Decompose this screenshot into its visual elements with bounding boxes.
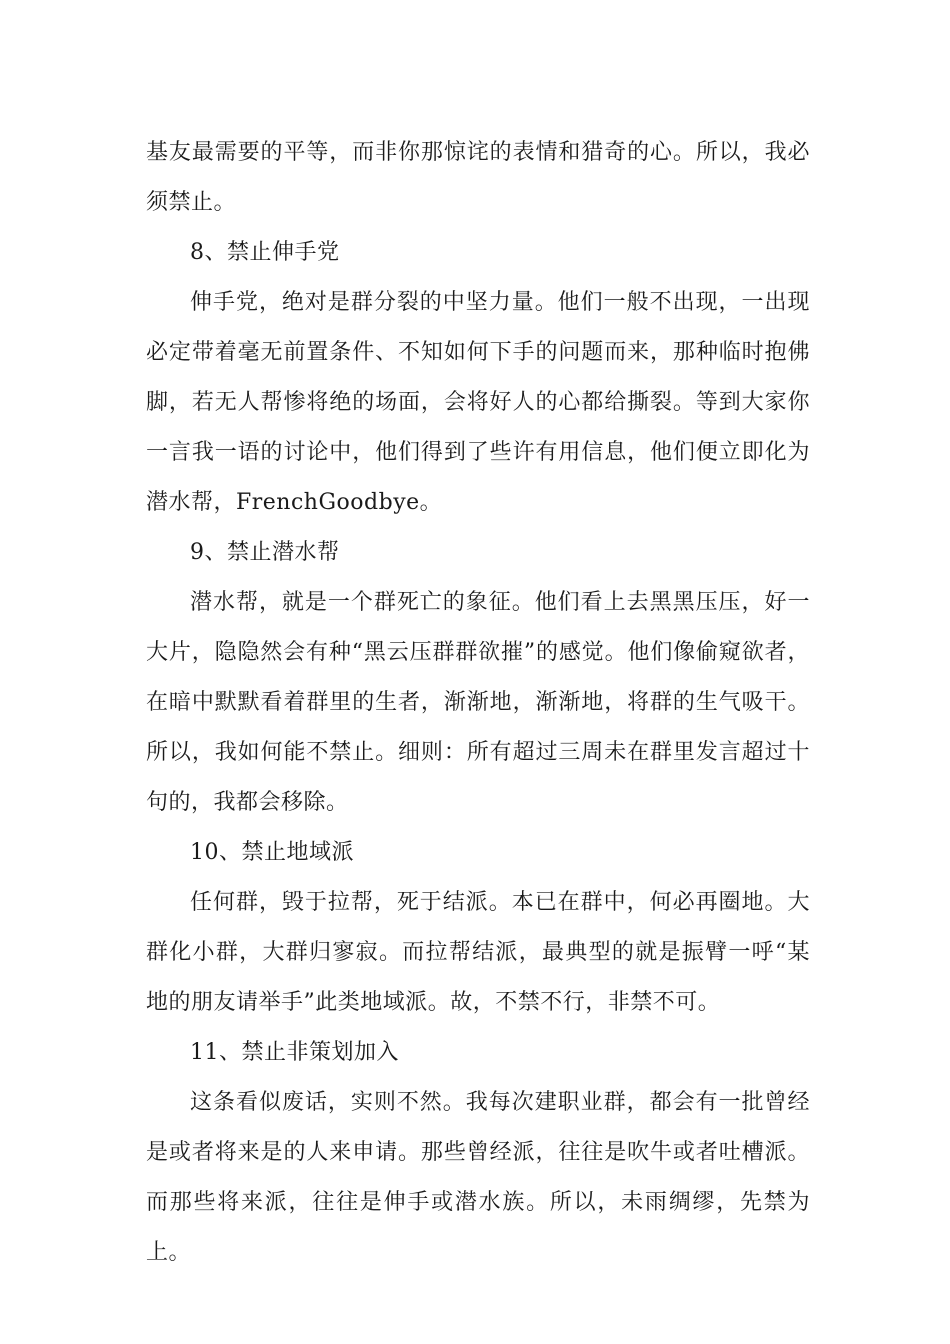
paragraph-intro-continuation: 基友最需要的平等，而非你那惊诧的表情和猎奇的心。所以，我必须禁止。: [146, 140, 810, 215]
document-body: [146, 128, 810, 1278]
paragraph-section-11: 这条看似废话，实则不然。我每次建职业群，都会有一批曾经是或者将来是的人来申请。那些曾经派，往往是吹牛或者吐槽派。而那些将来派，往往是伸手或潜水族。所以，未雨绸缪，先禁为上。: [146, 1090, 810, 1265]
section-heading-11: 11、禁止非策划加入: [190, 1040, 399, 1065]
paragraph-section-10: 任何群，毁于拉帮，死于结派。本已在群中，何必再圈地。大群化小群，大群归寥寂。而拉帮结派，最典型的就是振臂一呼“某地的朋友请举手”此类地域派。故，不禁不行，非禁不可。: [146, 890, 810, 1015]
section-heading-9: 9、禁止潜水帮: [190, 540, 340, 565]
paragraph-section-9: 潜水帮，就是一个群死亡的象征。他们看上去黑黑压压，好一大片，隐隐然会有种“黑云压群群欲摧”的感觉。他们像偷窥欲者，在暗中默默看着群里的生者，渐渐地，渐渐地，将群的生气吸干。所以，我如何能不禁止。细则：所有超过三周未在群里发言超过十句的，我都会移除。: [146, 590, 810, 815]
section-heading-8: 8、禁止伸手党: [190, 240, 340, 265]
paragraph-section-8: 伸手党，绝对是群分裂的中坚力量。他们一般不出现，一出现必定带着毫无前置条件、不知如何下手的问题而来，那种临时抱佛脚，若无人帮惨将绝的场面，会将好人的心都给撕裂。等到大家你一言我一语的讨论中，他们得到了些许有用信息，他们便立即化为潜水帮，FrenchGoodbye。: [146, 290, 810, 515]
section-heading-10: 10、禁止地域派: [190, 840, 354, 865]
